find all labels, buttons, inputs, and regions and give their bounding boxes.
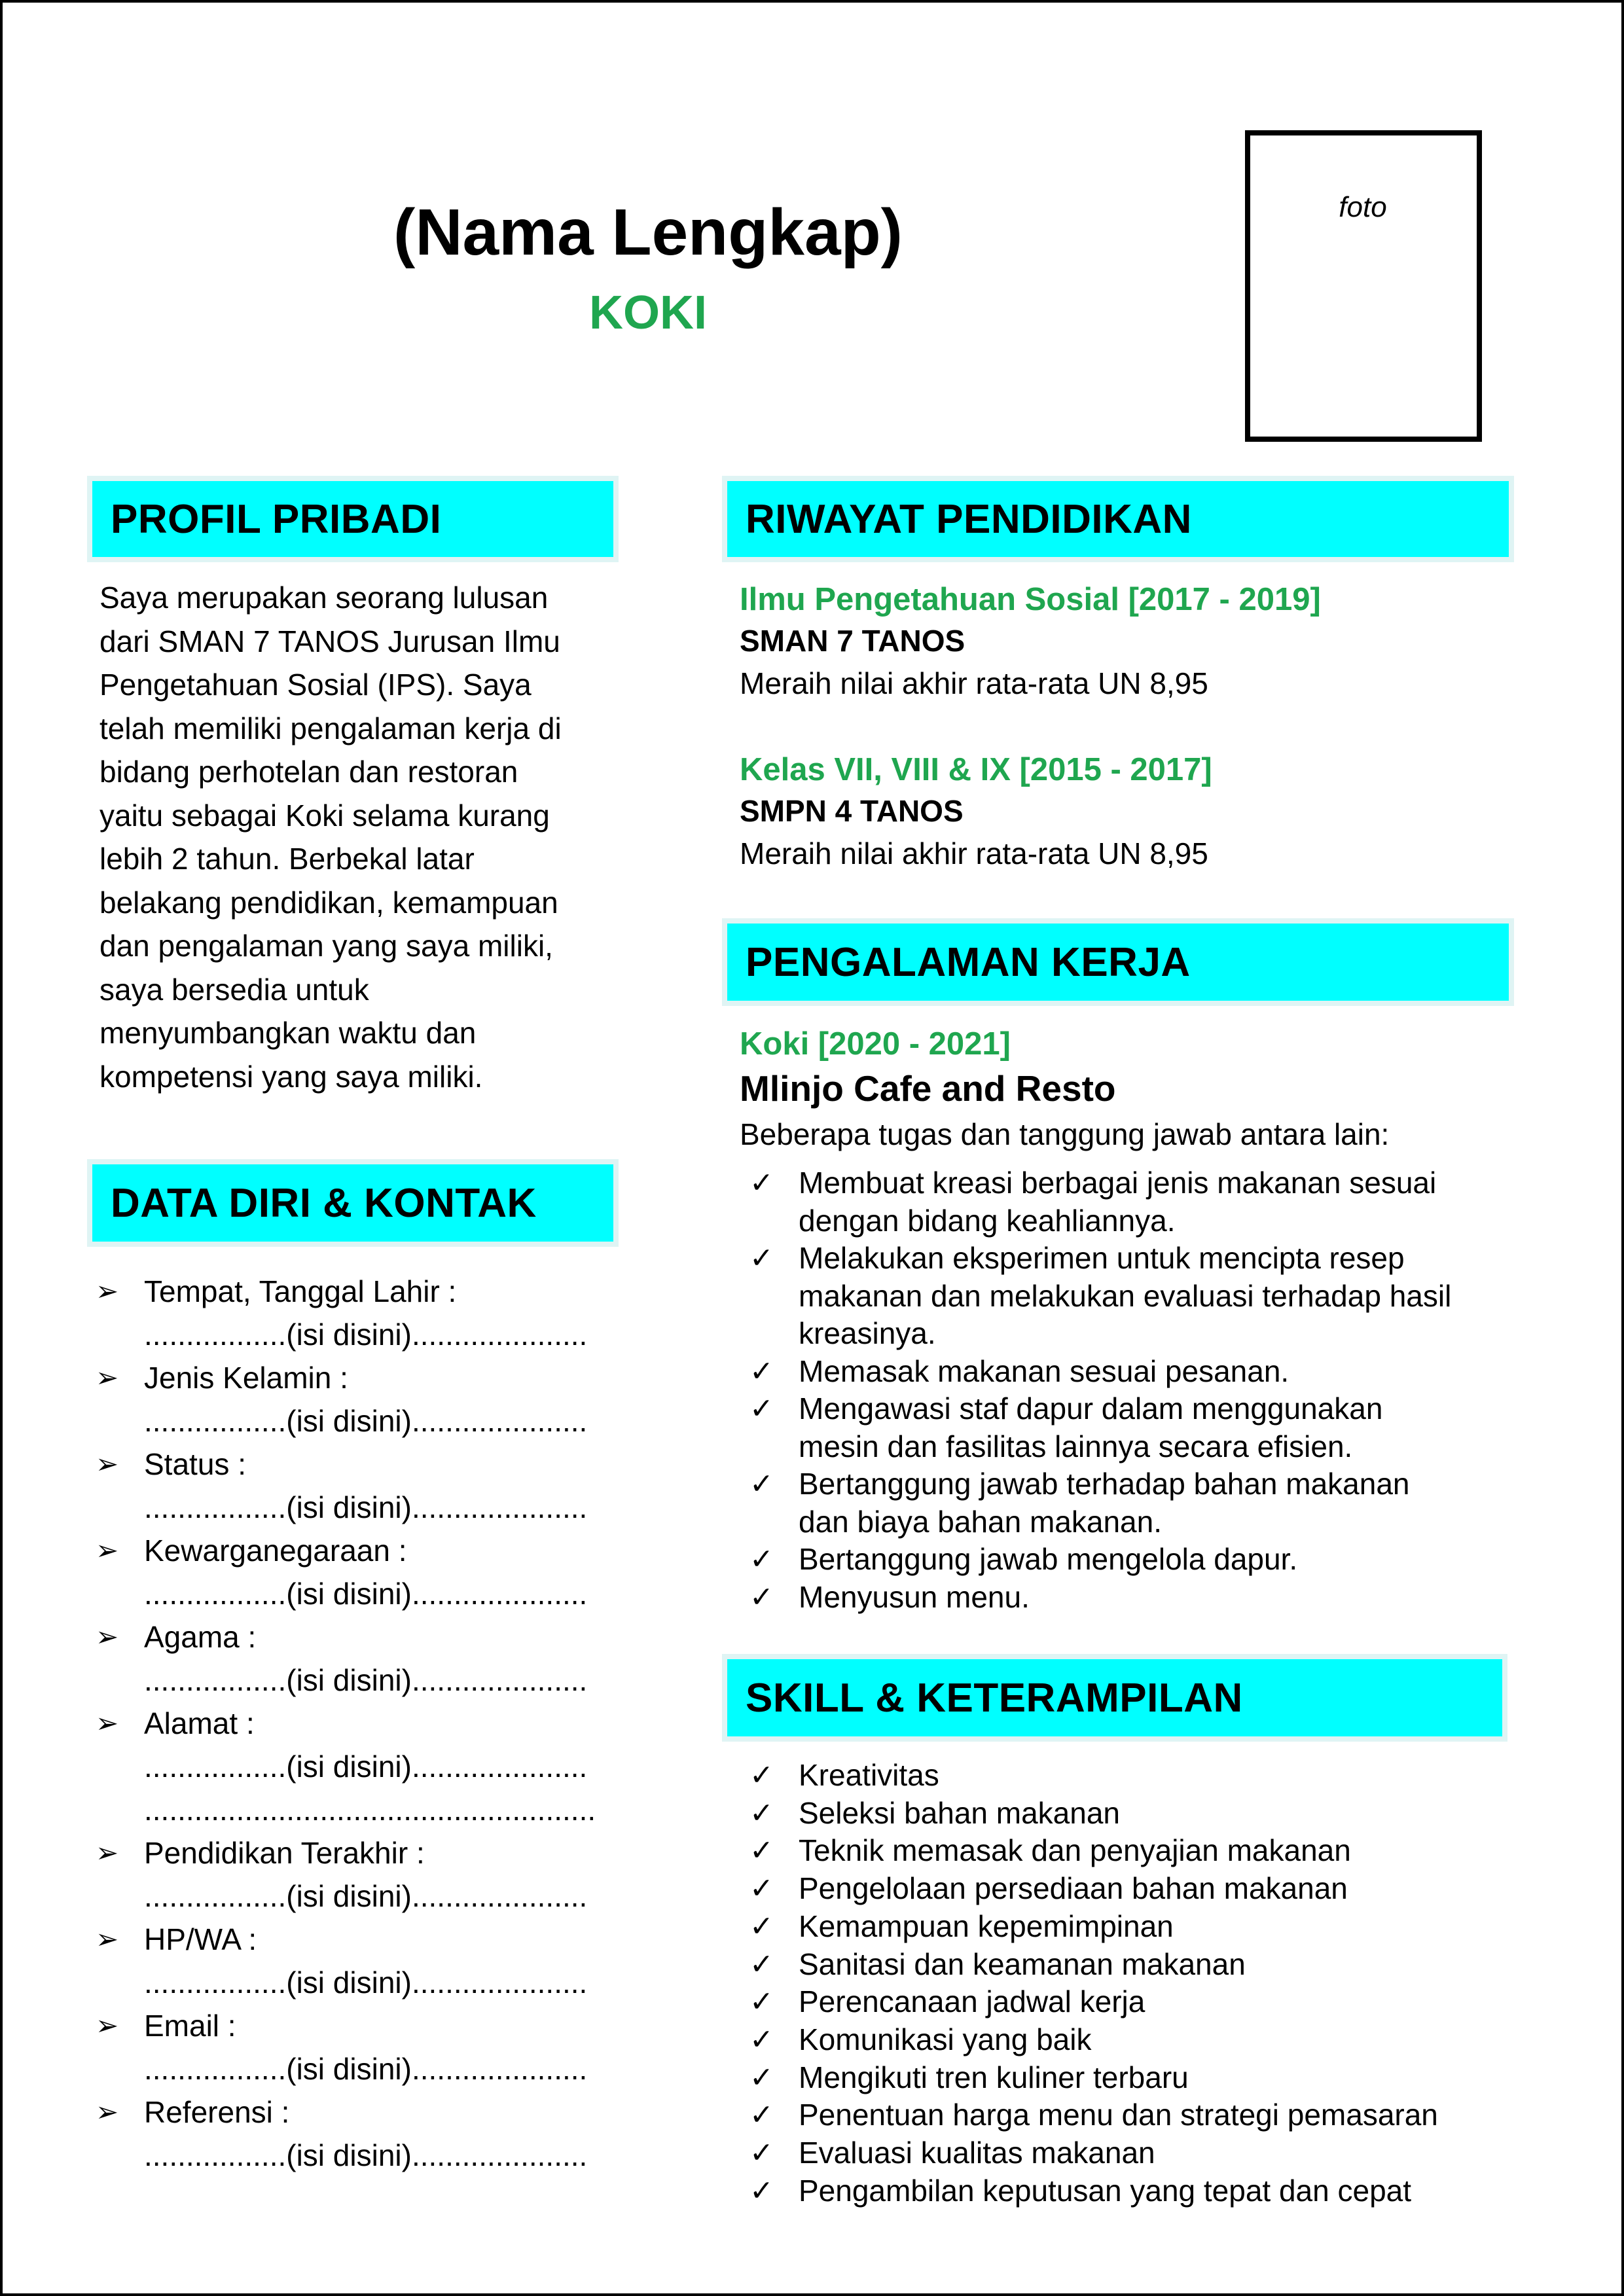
personal-data-list — [96, 1270, 639, 2177]
personal-data-item — [96, 2004, 639, 2090]
skill-text: Evaluasi kualitas makanan — [799, 2136, 1155, 2170]
skill-item — [746, 2096, 1532, 2134]
profile-line: bidang perhotelan dan restoran — [99, 755, 518, 789]
skill-text: Komunikasi yang baik — [799, 2022, 1092, 2056]
personal-data-item — [96, 1270, 639, 1356]
duty-text: makanan dan melakukan evaluasi terhadap hasil — [799, 1278, 1452, 1313]
skill-item — [746, 2134, 1532, 2172]
duty-text: Melakukan eksperimen untuk mencipta resep — [799, 1241, 1405, 1275]
arrow-bullet-icon: ➢ — [96, 1362, 119, 1393]
check-icon: ✓ — [749, 1873, 774, 1905]
photo-placeholder — [1245, 130, 1482, 442]
job-title: KOKI — [589, 287, 707, 339]
check-icon: ✓ — [749, 1759, 774, 1791]
duty-text: dan biaya bahan makanan. — [799, 1504, 1162, 1539]
duty-item — [746, 1579, 1532, 1617]
personal-data-value: .................(isi disini)..................... — [144, 1663, 588, 1697]
personal-data-item — [96, 1702, 639, 1831]
skill-item — [746, 1983, 1532, 2021]
check-icon: ✓ — [749, 1468, 774, 1500]
personal-data-label: HP/WA : — [144, 1922, 257, 1956]
profile-line: kompetensi yang saya miliki. — [99, 1059, 483, 1094]
check-icon: ✓ — [749, 2061, 774, 2094]
check-icon: ✓ — [749, 1797, 774, 1829]
duty-item — [746, 1465, 1532, 1541]
profile-line: dan pengalaman yang saya miliki, — [99, 929, 553, 963]
skill-text: Perencanaan jadwal kerja — [799, 1984, 1146, 2019]
duty-text: mesin dan fasilitas lainnya secara efisien. — [799, 1429, 1353, 1463]
duty-text: Memasak makanan sesuai pesanan. — [799, 1354, 1290, 1388]
personal-data-value: .................(isi disini)..................... — [144, 2138, 588, 2172]
profile-line: lebih 2 tahun. Berbekal latar — [99, 842, 475, 876]
duty-text: dengan bidang keahliannya. — [799, 1203, 1176, 1238]
education-note: Meraih nilai akhir rata-rata UN 8,95 — [740, 836, 1208, 870]
personal-data-label: Referensi : — [144, 2095, 290, 2129]
arrow-bullet-icon: ➢ — [96, 1448, 119, 1479]
duty-item — [746, 1541, 1532, 1579]
skill-text: Teknik memasak dan penyajian makanan — [799, 1833, 1351, 1868]
personal-data-value: .................(isi disini)..................... — [144, 1879, 588, 1913]
skill-item — [746, 2021, 1532, 2059]
duty-text: Mengawasi staf dapur dalam menggunakan — [799, 1391, 1383, 1426]
duty-item — [746, 1164, 1532, 1240]
duty-text: Membuat kreasi berbagai jenis makanan sesuai — [799, 1166, 1437, 1200]
skill-text: Seleksi bahan makanan — [799, 1795, 1120, 1830]
profile-paragraph — [99, 576, 623, 1098]
personal-data-value: .................(isi disini)..................... — [144, 1965, 588, 2000]
personal-data-item — [96, 1615, 639, 1702]
experience-duty-list — [746, 1164, 1532, 1616]
education-note: Meraih nilai akhir rata-rata UN 8,95 — [740, 666, 1208, 700]
personal-data-value: .................(isi disini)..................... — [144, 2052, 588, 2086]
profile-line: belakang pendidikan, kemampuan — [99, 885, 558, 920]
skill-text: Pengambilan keputusan yang tepat dan cepat — [799, 2173, 1412, 2208]
profile-line: yaitu sebagai Koki selama kurang — [99, 798, 550, 833]
personal-data-value: .................(isi disini)..................... — [144, 1577, 588, 1611]
arrow-bullet-icon: ➢ — [96, 2010, 119, 2041]
skill-item — [746, 2059, 1532, 2097]
profile-line: saya bersedia untuk — [99, 972, 369, 1007]
personal-data-item — [96, 1529, 639, 1615]
check-icon: ✓ — [749, 1986, 774, 2018]
arrow-bullet-icon: ➢ — [96, 1621, 119, 1652]
duty-text: Bertanggung jawab mengelola dapur. — [799, 1542, 1298, 1576]
check-icon: ✓ — [749, 2174, 774, 2207]
personal-data-label: Agama : — [144, 1620, 257, 1654]
education-title: Kelas VII, VIII & IX [2015 - 2017] — [740, 752, 1212, 787]
skill-item — [746, 1795, 1532, 1833]
check-icon: ✓ — [749, 1948, 774, 1981]
experience-role: Koki [2020 - 2021] — [740, 1026, 1011, 1062]
check-icon: ✓ — [749, 2099, 774, 2132]
arrow-bullet-icon: ➢ — [96, 1924, 119, 1954]
skill-text: Mengikuti tren kuliner terbaru — [799, 2060, 1189, 2094]
experience-header — [740, 1024, 1512, 1155]
education-entry — [740, 580, 1512, 704]
skill-text: Kemampuan kepemimpinan — [799, 1909, 1174, 1943]
personal-data-item — [96, 1831, 639, 1918]
arrow-bullet-icon: ➢ — [96, 1535, 119, 1566]
profile-line: dari SMAN 7 TANOS Jurusan Ilmu — [99, 624, 560, 658]
personal-data-label: Email : — [144, 2009, 236, 2043]
personal-data-item — [96, 1443, 639, 1529]
full-name: (Nama Lengkap) — [393, 196, 903, 269]
arrow-bullet-icon: ➢ — [96, 2096, 119, 2127]
skill-text: Penentuan harga menu dan strategi pemasaran — [799, 2098, 1438, 2132]
personal-data-value: .................(isi disini)..................... — [144, 1490, 588, 1524]
check-icon: ✓ — [749, 1581, 774, 1613]
education-entry — [740, 750, 1512, 874]
skill-item — [746, 1946, 1532, 1984]
check-icon: ✓ — [749, 1835, 774, 1867]
personal-data-label: Kewarganegaraan : — [144, 1534, 407, 1568]
personal-data-item — [96, 1356, 639, 1443]
skill-item — [746, 1832, 1532, 1870]
experience-intro: Beberapa tugas dan tanggung jawab antara lain: — [740, 1117, 1390, 1151]
check-icon: ✓ — [749, 1167, 774, 1199]
check-icon: ✓ — [749, 1543, 774, 1575]
education-heading: RIWAYAT PENDIDIKAN — [722, 476, 1514, 562]
experience-company: Mlinjo Cafe and Resto — [740, 1068, 1116, 1109]
check-icon: ✓ — [749, 1393, 774, 1425]
check-icon: ✓ — [749, 2137, 774, 2170]
skill-text: Kreativitas — [799, 1758, 939, 1792]
check-icon: ✓ — [749, 1910, 774, 1943]
personal-data-item — [96, 1918, 639, 2004]
skill-item — [746, 1870, 1532, 1908]
profile-line: telah memiliki pengalaman kerja di — [99, 711, 562, 745]
education-school: SMAN 7 TANOS — [740, 624, 965, 658]
personal-data-label: Status : — [144, 1447, 246, 1481]
duty-item — [746, 1240, 1532, 1353]
education-school: SMPN 4 TANOS — [740, 794, 964, 828]
skills-heading: SKILL & KETERAMPILAN — [722, 1654, 1507, 1742]
personal-data-value: .................(isi disini)..................... — [144, 1749, 588, 1784]
skill-item — [746, 1908, 1532, 1946]
check-icon: ✓ — [749, 1242, 774, 1274]
check-icon: ✓ — [749, 1355, 774, 1388]
personal-data-label: Tempat, Tanggal Lahir : — [144, 1274, 457, 1308]
skill-text: Pengelolaan persediaan bahan makanan — [799, 1871, 1348, 1906]
skill-text: Sanitasi dan keamanan makanan — [799, 1946, 1246, 1981]
duty-item — [746, 1390, 1532, 1465]
profile-line: Pengetahuan Sosial (IPS). Saya — [99, 668, 532, 702]
check-icon: ✓ — [749, 2023, 774, 2056]
education-title: Ilmu Pengetahuan Sosial [2017 - 2019] — [740, 582, 1321, 617]
arrow-bullet-icon: ➢ — [96, 1708, 119, 1738]
personal-data-label: Jenis Kelamin : — [144, 1361, 348, 1395]
duty-item — [746, 1353, 1532, 1391]
arrow-bullet-icon: ➢ — [96, 1837, 119, 1868]
personal-data-label: Alamat : — [144, 1706, 255, 1740]
personal-data-heading: DATA DIRI & KONTAK — [87, 1159, 619, 1247]
profile-line: Saya merupakan seorang lulusan — [99, 581, 549, 615]
personal-data-value-extra: ...................................................... — [144, 1793, 596, 1827]
duty-text: kreasinya. — [799, 1316, 936, 1350]
profile-heading: PROFIL PRIBADI — [87, 476, 619, 562]
skills-list — [746, 1757, 1532, 2210]
personal-data-label: Pendidikan Terakhir : — [144, 1836, 425, 1870]
duty-text: Bertanggung jawab terhadap bahan makanan — [799, 1467, 1410, 1501]
experience-heading: PENGALAMAN KERJA — [722, 918, 1514, 1006]
profile-line: menyumbangkan waktu dan — [99, 1016, 477, 1050]
duty-text: Menyusun menu. — [799, 1579, 1030, 1614]
personal-data-value: .................(isi disini)..................... — [144, 1318, 588, 1352]
skill-item — [746, 1757, 1532, 1795]
personal-data-value: .................(isi disini)..................... — [144, 1404, 588, 1438]
photo-label: foto — [1339, 191, 1387, 223]
skill-item — [746, 2172, 1532, 2210]
arrow-bullet-icon: ➢ — [96, 1276, 119, 1306]
personal-data-item — [96, 2090, 639, 2177]
